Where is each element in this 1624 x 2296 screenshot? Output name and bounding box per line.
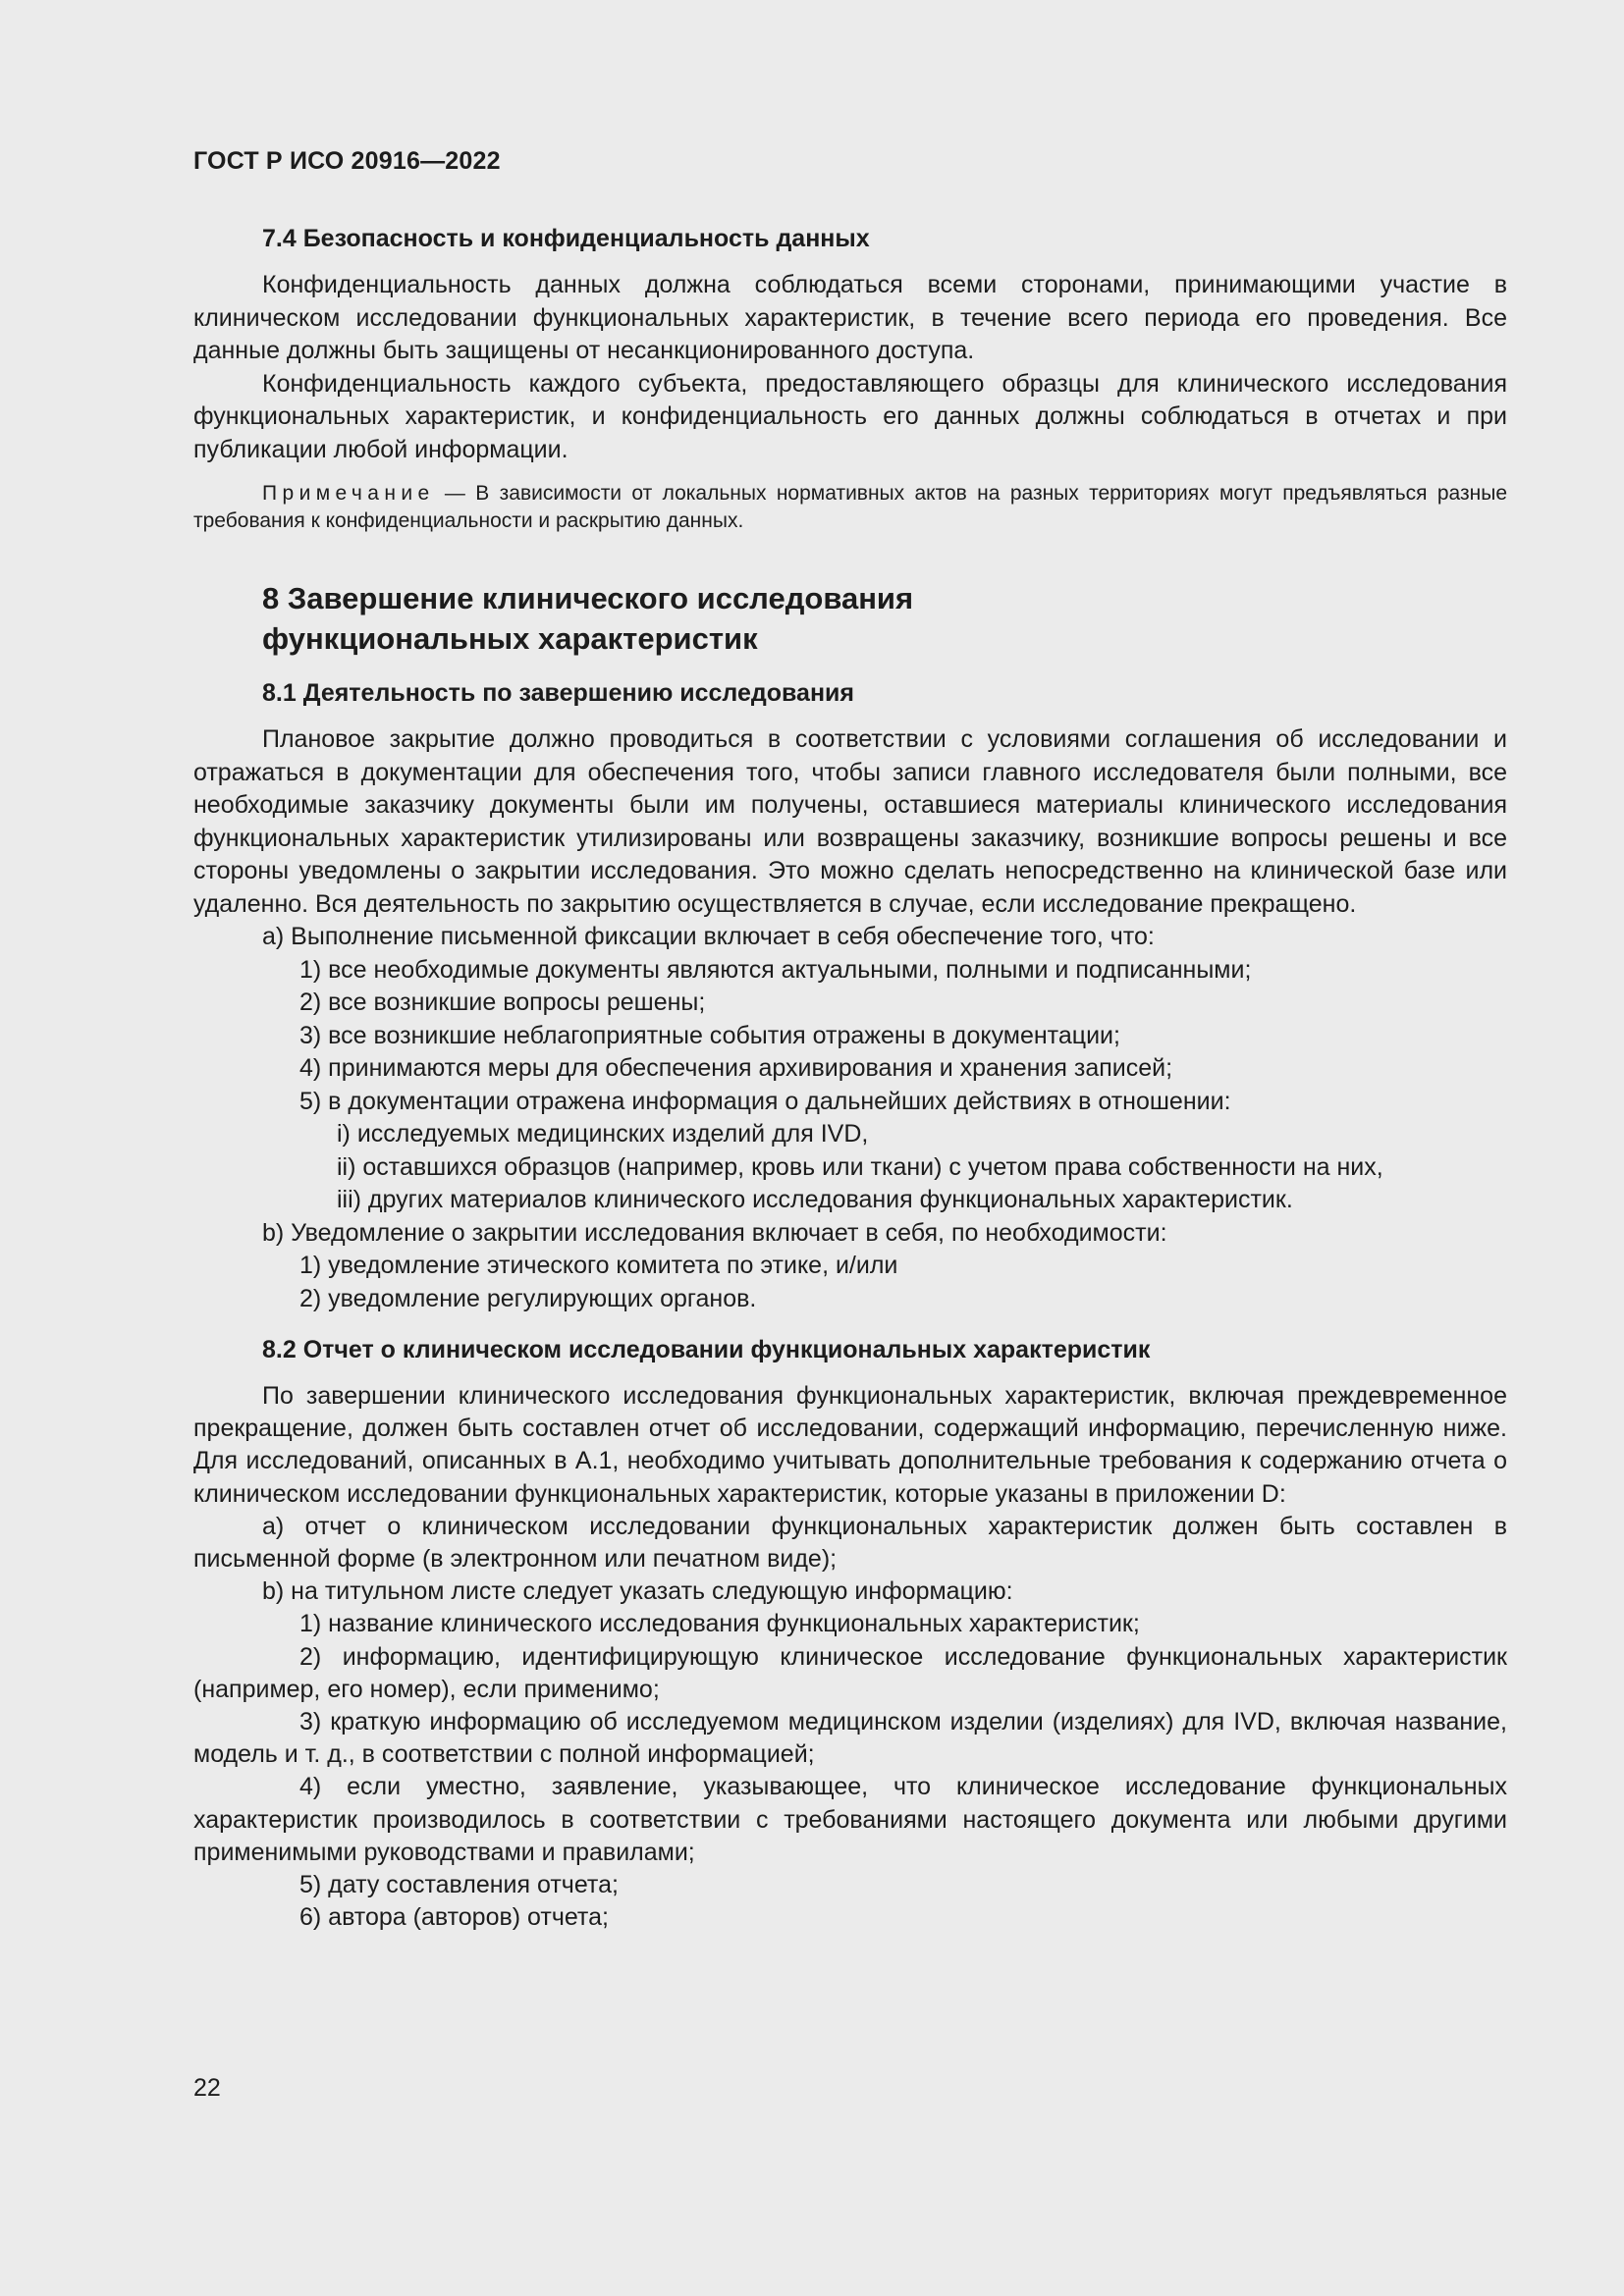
list-item-a-5-i: i) исследуемых медицинских изделий для IVD, [337,1120,869,1148]
list-item-a-1: 1) все необходимые документы являются актуальными, полными и подписанными; [299,955,1252,984]
report-item-b-4: 4) если уместно, заявление, указывающее, что клиническое исследование функциональных характеристик производилось в соответствии с требованиями настоящего документа или любыми другими применимыми руководствами и правилами; [193,1773,1507,1866]
report-item-b: b) на титульном листе следует указать следующую информацию: [262,1577,1013,1606]
report-item-b-1: 1) название клинического исследования функциональных характеристик; [299,1610,1140,1638]
list-item-b-1: 1) уведомление этического комитета по этике, и/или [299,1252,898,1279]
note-text: — В зависимости от локальных нормативных актов на разных территориях могут предъявляться разные требования к конфиденциальности и раскрытию данных. [193,482,1507,532]
section-8-heading [193,578,1507,659]
note-label: Примечание [262,482,435,505]
document-code-header: ГОСТ Р ИСО 20916—2022 [193,147,501,175]
list-item-a-5-ii: ii) оставшихся образцов (например, кровь или ткани) с учетом права собственности на них, [337,1152,1383,1181]
report-item-b-3: 3) краткую информацию об исследуемом медицинском изделии (изделиях) для IVD, включая название, модель и т. д., в соответствии с полной информацией; [193,1708,1507,1769]
report-item-b-6: 6) автора (авторов) отчета; [299,1903,609,1932]
list-item-a-4: 4) принимаются меры для обеспечения архивирования и хранения записей; [299,1054,1173,1082]
page-content [193,222,1507,1934]
section-7-4-heading: 7.4 Безопасность и конфиденциальность данных [262,225,870,252]
note-paragraph [193,480,1507,535]
section-8-1-heading: 8.1 Деятельность по завершению исследования [262,679,855,707]
page-number: 22 [193,2074,221,2102]
section-8-2-paragraph: По завершении клинического исследования функциональных характеристик, включая преждевременное прекращение, должен быть составлен отчет об исследовании, содержащий информацию, перечисленную ниже. Для исследований, описанных в А.1, необходимо учитывать дополнительные требования к содержанию отчета о клиническом исследовании функциональных характеристик, которые указаны в приложении D: [193,1382,1507,1508]
section-7-4-paragraph-2: Конфиденциальность каждого субъекта, предоставляющего образцы для клинического исследования функциональных характеристик, и конфиденциальность его данных должны соблюдаться в отчетах и при публикации любой информации. [193,369,1507,463]
section-8-heading-line-2: функциональных характеристик [262,621,758,656]
list-item-b-2: 2) уведомление регулирующих органов. [299,1284,757,1312]
report-item-b-5: 5) дату составления отчета; [299,1871,619,1899]
list-item-a-5-iii: iii) других материалов клинического исследования функциональных характеристик. [337,1186,1293,1213]
list-item-a-2: 2) все возникшие вопросы решены; [299,988,706,1016]
section-8-1-paragraph: Плановое закрытие должно проводиться в соответствии с условиями соглашения об исследовании и отражаться в документации для обеспечения того, чтобы записи главного исследователя были полными, все необходимые заказчику документы были им получены, оставшиеся материалы клинического исследования функциональных характеристик утилизированы или возвращены заказчику, возникшие вопросы решены и все стороны уведомлены о закрытии исследования. Это можно сделать непосредственно на клинической базе или удаленно. Вся деятельность по закрытию осуществляется в случае, если исследование прекращено. [193,725,1507,918]
report-item-a: а) отчет о клиническом исследовании функциональных характеристик должен быть составлен в письменной форме (в электронном или печатном виде); [193,1512,1507,1574]
section-8-2-heading: 8.2 Отчет о клиническом исследовании функциональных характеристик [262,1336,1151,1363]
list-item-a-5: 5) в документации отражена информация о дальнейших действиях в отношении: [299,1087,1231,1115]
section-8-heading-line-1: 8 Завершение клинического исследования [262,581,914,615]
list-item-b: b) Уведомление о закрытии исследования включает в себя, по необходимости: [262,1218,1167,1247]
section-7-4-paragraph-1: Конфиденциальность данных должна соблюдаться всеми сторонами, принимающими участие в клиническом исследовании функциональных характеристик, в течение всего периода его проведения. Все данные должны быть защищены от несанкционированного доступа. [193,271,1507,364]
report-item-b-2: 2) информацию, идентифицирующую клиническое исследование функциональных характеристик (например, его номер), если применимо; [193,1642,1507,1703]
list-item-a: а) Выполнение письменной фиксации включает в себя обеспечение того, что: [262,923,1155,950]
list-item-a-3: 3) все возникшие неблагоприятные события отражены в документации; [299,1021,1120,1049]
